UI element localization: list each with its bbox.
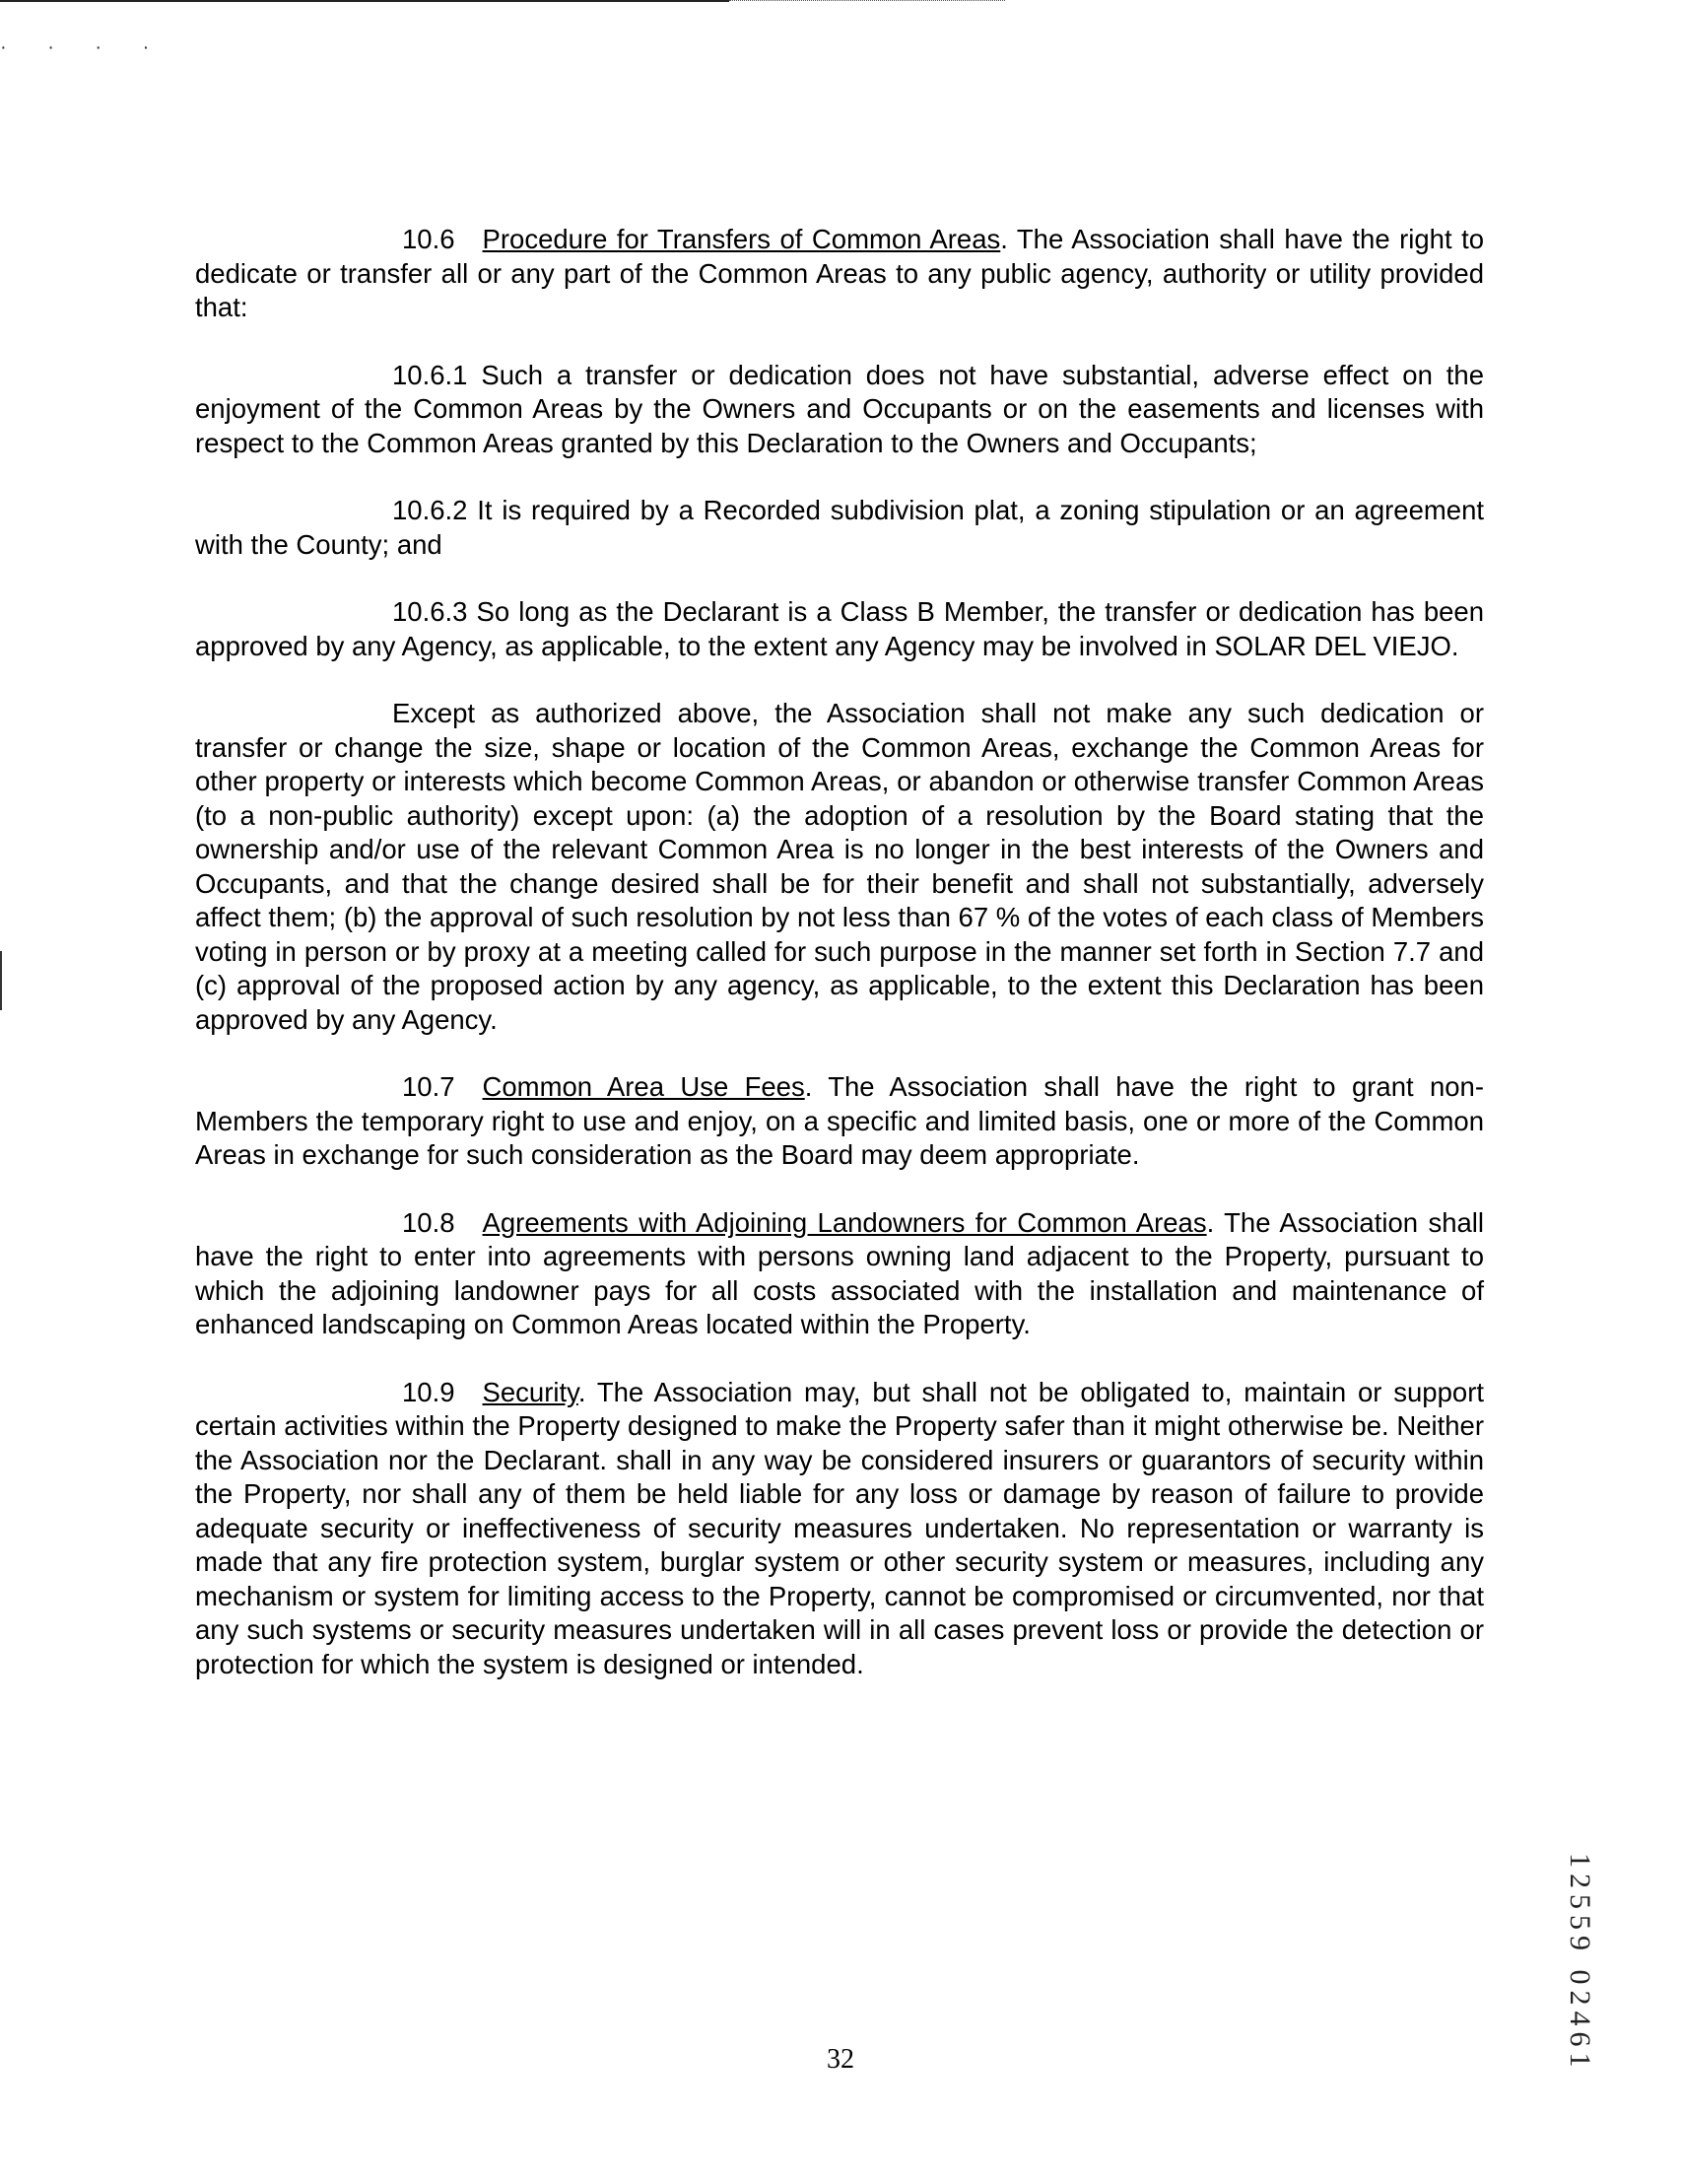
section-body: . The Association shall have the right to enter into agreements with persons owning land adjacent to the Property, pursuant to which the adjoining landowner pays for all costs associated with the installation and maintenance of enhanced landscaping on Common Areas located within the Property. bbox=[195, 1206, 1485, 1339]
section-10-6 bbox=[195, 223, 1484, 325]
top-scan-rule-tail bbox=[729, 0, 1005, 2]
section-10-9 bbox=[195, 1376, 1484, 1682]
section-body: . The Association may, but shall not be obligated to, maintain or support certain activities within the Property designed to make the Property safer than it might otherwise be. Neither the Association nor the Declarant. shall in any way be considered insurers or guarantors of security within the Property, nor shall any of them be held liable for any loss or damage by reason of failure to provide adequate security or ineffectiveness of security measures undertaken. No representation or warranty is made that any fire protection system, burglar system or other security system or measures, including any mechanism or system for limiting access to the Property, cannot be compromised or circumvented, nor that any such systems or security measures undertaken will in all cases prevent loss or provide the detection or protection for which the system is designed or intended. bbox=[195, 1376, 1484, 1679]
section-heading: Security bbox=[482, 1376, 578, 1407]
subsection-number: 10.6.2 bbox=[392, 495, 468, 525]
document-body bbox=[195, 223, 1484, 1715]
subsection-number: 10.6.3 bbox=[392, 596, 468, 627]
recording-number-stamp: 12559 02461 bbox=[1564, 1853, 1596, 2074]
section-number: 10.6 bbox=[402, 224, 455, 254]
top-scan-rule bbox=[0, 0, 729, 2]
subsection-10-6-1 bbox=[195, 359, 1484, 461]
section-10-8 bbox=[195, 1206, 1484, 1342]
subsection-body: So long as the Declarant is a Class B Member, the transfer or dedication has been approved by any Agency, as applicable, to the extent any Agency may be involved in SOLAR DEL VIEJO. bbox=[195, 596, 1484, 661]
subsection-body: Such a transfer or dedication does not have substantial, adverse effect on the enjoyment of the Common Areas by the Owners and Occupants or on the easements and licenses with respect to the Common Areas granted by this Declaration to the Owners and Occupants; bbox=[195, 359, 1485, 458]
section-heading: Procedure for Transfers of Common Areas bbox=[482, 224, 1001, 254]
section-number: 10.8 bbox=[402, 1206, 455, 1238]
except-paragraph: Except as authorized above, the Association shall not make any such dedication or transfer or change the size, shape or location of the Common Areas, exchange the Common Areas for other property or interests which become Common Areas, or abandon or otherwise transfer Common Areas (to a non-public authority) except upon: (a) the adoption of a resolution by the Board stating that the ownership and/or use of the relevant Common Area is no longer in the best interests of the Owners and Occupants, and that the change desired shall be for their benefit and shall not substantially, adversely affect them; (b) the approval of such resolution by not less than 67 % of the votes of each class of Members voting in person or by proxy at a meeting called for such purpose in the manner set forth in Section 7.7 and (c) approval of the proposed action by any agency, as applicable, to the extent this Declaration has been approved by any Agency. bbox=[195, 698, 1484, 1035]
subsection-number: 10.6.1 bbox=[392, 359, 468, 390]
scan-corner-marks: · · · · bbox=[0, 36, 168, 58]
subsection-body: It is required by a Recorded subdivision plat, a zoning stipulation or an agreement with the County; and bbox=[195, 495, 1485, 560]
subsection-10-6-3 bbox=[195, 595, 1484, 663]
page-number: 32 bbox=[827, 2044, 854, 2075]
section-10-7 bbox=[195, 1070, 1484, 1173]
section-number: 10.9 bbox=[402, 1376, 455, 1407]
section-heading: Agreements with Adjoining Landowners for Common Areas bbox=[482, 1206, 1207, 1238]
section-number: 10.7 bbox=[402, 1071, 455, 1102]
left-scan-edge bbox=[0, 951, 2, 1010]
subsection-10-6-2 bbox=[195, 494, 1484, 562]
section-body: . The Association shall have the right to grant non-Members the temporary right to use and enjoy, on a specific and limited basis, one or more of the Common Areas in exchange for such consideration as the Board may deem appropriate. bbox=[195, 1071, 1485, 1170]
section-heading: Common Area Use Fees bbox=[482, 1071, 805, 1102]
section-body: . The Association shall have the right to dedicate or transfer all or any part of the Common Areas to any public agency, authority or utility provided that: bbox=[195, 224, 1484, 322]
